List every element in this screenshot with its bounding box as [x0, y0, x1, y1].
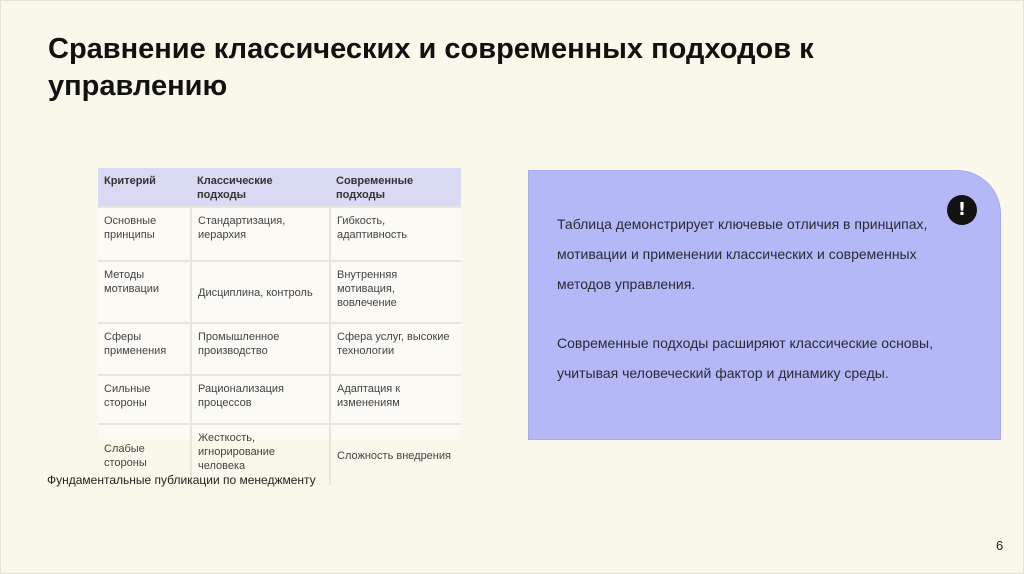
table-cell-classic: Промышленное производство	[191, 323, 330, 375]
comparison-table-image	[98, 168, 461, 472]
table-cell-modern: Сложность внедрения	[330, 424, 461, 485]
info-card	[528, 170, 1001, 440]
table-cell-modern: Гибкость, адаптивность	[330, 207, 461, 261]
table-cell-classic: Стандартизация, иерархия	[191, 207, 330, 261]
table-cell-criterion: Сферы применения	[98, 323, 191, 375]
table-header-criterion: Критерий	[98, 168, 191, 207]
table-header-row	[98, 168, 461, 207]
info-paragraph-1: Таблица демонстрирует ключевые отличия в принципах, мотивации и применении классических и современных методов управления.	[557, 216, 928, 292]
slide-title: Сравнение классических и современных подходов к управлению	[48, 33, 814, 102]
table-header-classic: Классические подходы	[191, 168, 330, 207]
exclamation-icon: !	[947, 195, 977, 225]
table-cell-criterion: Слабые стороны	[98, 424, 191, 485]
table-row	[98, 323, 461, 375]
info-card-text	[557, 209, 962, 388]
info-paragraph-2: Современные подходы расширяют классические основы, учитывая человеческий фактор и динамику среды.	[557, 335, 933, 381]
comparison-table	[98, 168, 461, 485]
table-row	[98, 375, 461, 424]
table-cell-classic: Рационализация процессов	[191, 375, 330, 424]
table-cell-criterion: Методы мотивации	[98, 261, 191, 323]
table-row	[98, 261, 461, 323]
table-cell-criterion: Сильные стороны	[98, 375, 191, 424]
table-cell-modern: Сфера услуг, высокие технологии	[330, 323, 461, 375]
table-cell-classic: Жесткость, игнорирование человека	[191, 424, 330, 485]
source-note: Фундаментальные публикации по менеджменту	[47, 473, 316, 487]
page-number: 6	[996, 538, 1004, 553]
table-cell-modern: Адаптация к изменениям	[330, 375, 461, 424]
table-row	[98, 207, 461, 261]
table-header-modern: Современные подходы	[330, 168, 461, 207]
table-cell-criterion: Основные принципы	[98, 207, 191, 261]
table-cell-classic: Дисциплина, контроль	[191, 261, 330, 323]
table-cell-modern: Внутренняя мотивация, вовлечение	[330, 261, 461, 323]
